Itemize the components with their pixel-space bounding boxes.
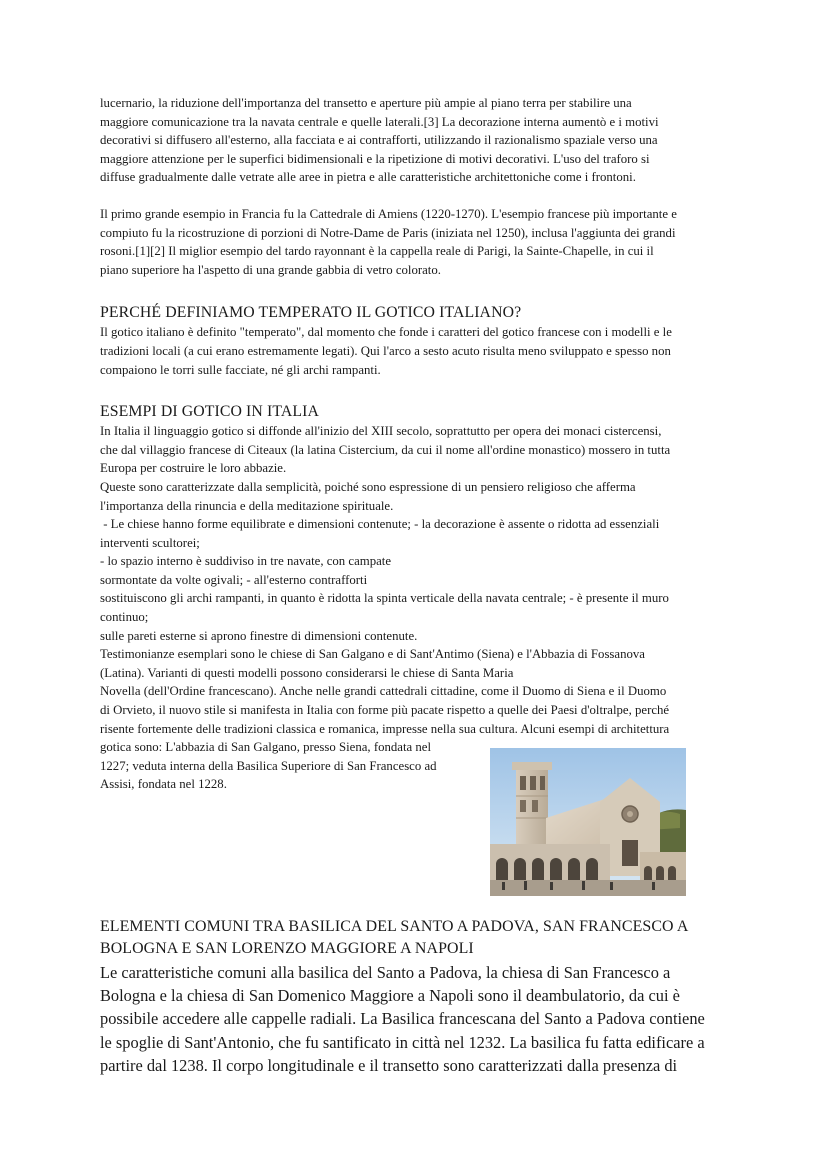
text-line: (Latina). Varianti di questi modelli possono considerarsi le chiese di Santa Maria	[100, 665, 514, 680]
paragraph-elementi	[100, 961, 730, 1077]
text-line: gotica sono: L'abbazia di San Galgano, presso Siena, fondata nel	[100, 740, 432, 755]
text-line: compiuto fu la ricostruzione di porzioni di Notre-Dame de Paris (iniziata nel 1250), inclusa l'aggiunta dei grandi	[100, 225, 676, 240]
paragraph-esempi	[100, 422, 730, 738]
text-line: di Orvieto, il nuovo stile si manifesta in Italia con forme più pacate rispetto a quelle dei Paesi d'oltralpe, perché	[100, 703, 670, 718]
text-line: Le caratteristiche comuni alla basilica del Santo a Padova, la chiesa di San Francesco a	[100, 963, 671, 982]
basilica-san-francesco-photo	[490, 748, 686, 896]
text-line: l'importanza della rinuncia e della meditazione spirituale.	[100, 498, 394, 513]
heading-line: ELEMENTI COMUNI TRA BASILICA DEL SANTO A PADOVA, SAN FRANCESCO A	[100, 918, 689, 935]
text-line: piano superiore ha l'aspetto di una grande gabbia di vetro colorato.	[100, 262, 441, 277]
paragraph-rayonnant	[100, 94, 730, 187]
text-line: le spoglie di Sant'Antonio, che fu santificato in città nel 1232. La basilica fu fatta edificare a	[100, 1032, 705, 1052]
text-line: Testimonianze esemplari sono le chiese di San Galgano e di Sant'Antimo (Siena) e l'Abbazia di Fossanova	[100, 647, 645, 662]
heading-line: BOLOGNA E SAN LORENZO MAGGIORE A NAPOLI	[100, 939, 474, 957]
text-line: Europa per costruire le loro abbazie.	[100, 461, 287, 476]
text-line: sulle pareti esterne si aprono finestre di dimensioni contenute.	[100, 628, 418, 643]
text-line: In Italia il linguaggio gotico si diffonde all'inizio del XIII secolo, soprattutto per opera dei monaci cistercensi,	[100, 424, 662, 439]
text-line: Assisi, fondata nel 1228.	[100, 777, 227, 792]
text-line: possibile accedere alle cappelle radiali. La Basilica francescana del Santo a Padova contiene	[100, 1009, 705, 1029]
text-line: rosoni.[1][2] Il miglior esempio del tardo rayonnant è la cappella reale di Parigi, la Sainte-Chapelle, in cui il	[100, 244, 654, 259]
text-line: - lo spazio interno è suddiviso in tre navate, con campate	[100, 554, 392, 569]
text-line: Il gotico italiano è definito "temperato", dal momento che fonde i caratteri del gotico francese con i modelli e le	[100, 325, 672, 340]
section-heading-elementi	[100, 916, 730, 959]
text-line: lucernario, la riduzione dell'importanza del transetto e aperture più ampie al piano terra per stabilire una	[100, 96, 632, 110]
text-line: - Le chiese hanno forme equilibrate e dimensioni contenute; - la decorazione è assente o ridotta ad essenziali	[100, 517, 660, 532]
text-line: maggiore attenzione per le superfici bidimensionali e la ripetizione di motivi decorativi. L'uso del traforo si	[100, 151, 650, 166]
document-body	[100, 94, 730, 794]
text-line: 1227; veduta interna della Basilica Superiore di San Francesco ad	[100, 758, 437, 773]
text-line: Queste sono caratterizzate dalla semplicità, poiché sono espressione di un pensiero religioso che afferma	[100, 479, 636, 494]
text-line: risente fortemente delle tradizioni classica e romanica, impresse nella sua cultura. Alcuni esempi di architettura	[100, 721, 670, 736]
text-line: Novella (dell'Ordine francescano). Anche nelle grandi cattedrali cittadine, come il Duomo di Siena e il Duomo	[100, 684, 667, 699]
text-line: sormontate da volte ogivali; - all'esterno contrafforti	[100, 572, 368, 587]
text-line: maggiore comunicazione tra la navata centrale e quelle laterali.[3] La decorazione interna aumentò e i motivi	[100, 114, 659, 129]
paragraph-temperato	[100, 323, 730, 379]
section-heading-esempi: ESEMPI DI GOTICO IN ITALIA	[100, 403, 319, 421]
section-elementi-comuni	[100, 916, 730, 1077]
section-heading-temperato: PERCHÉ DEFINIAMO TEMPERATO IL GOTICO ITALIANO?	[100, 304, 522, 322]
text-line: che dal villaggio francese di Citeaux (la latina Cistercium, da cui il nome all'ordine monastico) mossero in tutta	[100, 442, 671, 457]
text-line: Bologna e la chiesa di San Domenico Maggiore a Napoli sono il deambulatorio, da cui è	[100, 986, 680, 1006]
text-line: interventi scultorei;	[100, 535, 200, 550]
text-line: Il primo grande esempio in Francia fu la Cattedrale di Amiens (1220-1270). L'esempio francese più importante e	[100, 206, 677, 221]
text-line: tradizioni locali (a cui erano estremamente legati). Qui l'arco a sesto acuto risulta meno sviluppato e spesso non	[100, 343, 671, 358]
text-line: diffuse gradualmente dalle vetrate alle aree in pietra e alle caratteristiche architettoniche come i frontoni.	[100, 170, 636, 185]
text-line: decorativi si diffusero all'esterno, alla facciata e ai contrafforti, utilizzando il razionalismo spaziale verso una	[100, 133, 658, 148]
text-line: continuo;	[100, 610, 149, 625]
text-line: compaiono le torri sulle facciate, né gli archi rampanti.	[100, 362, 381, 377]
text-line: sostituiscono gli archi rampanti, in quanto è ridotta la spinta verticale della navata centrale; - è presente il muro	[100, 591, 669, 606]
paragraph-amiens	[100, 205, 730, 279]
text-line: partire dal 1238. Il corpo longitudinale e il transetto sono caratterizzati dalla presenza di	[100, 1055, 678, 1075]
